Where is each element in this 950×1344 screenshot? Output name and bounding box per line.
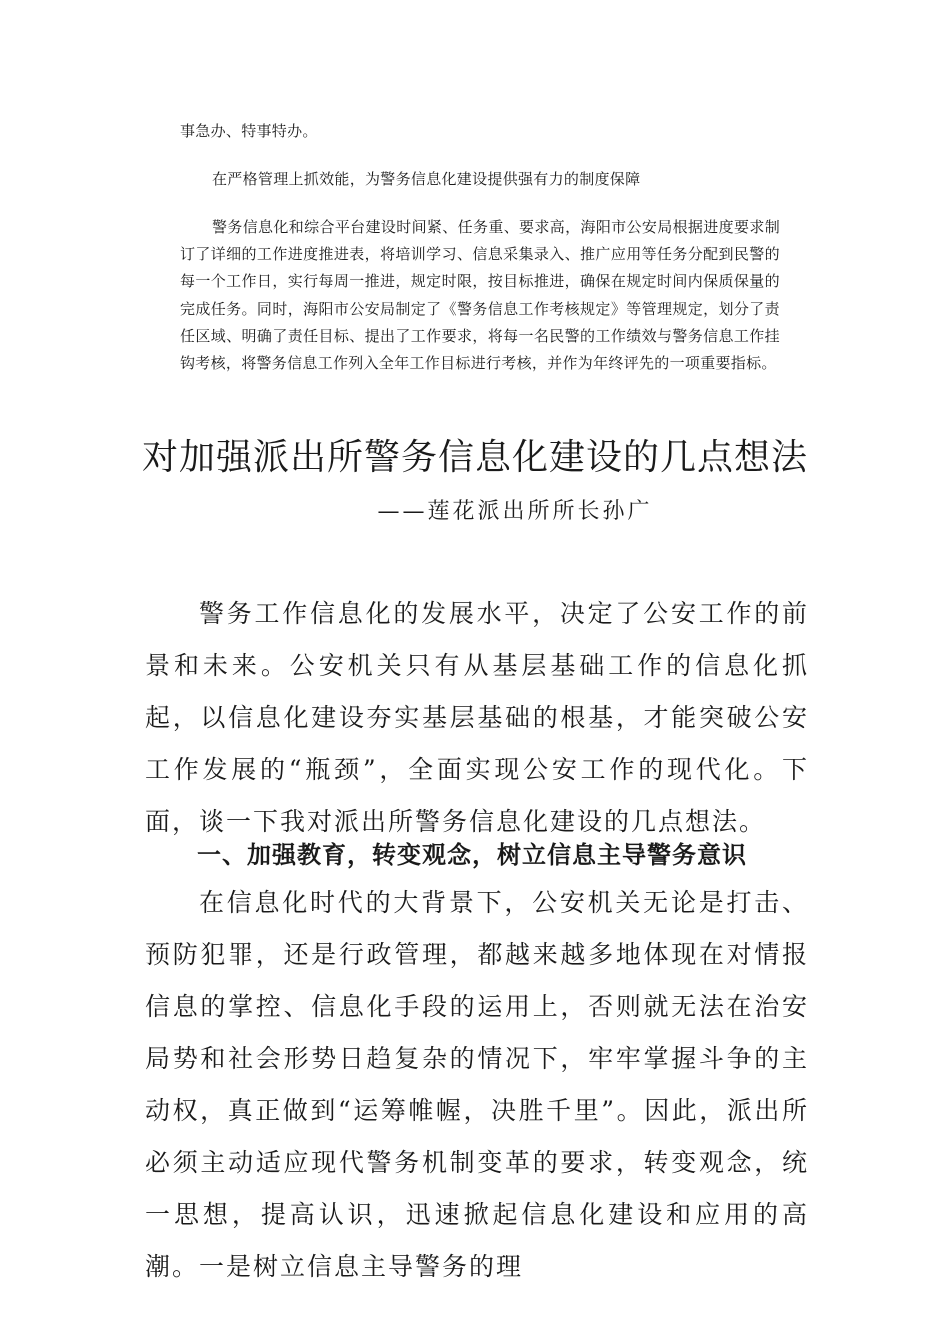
- document-title: 对加强派出所警务信息化建设的几点想法: [141, 437, 808, 478]
- continued-text-line: 事急办、特事特办。: [180, 122, 318, 140]
- body-paragraph: 在信息化时代的大背景下，公安机关无论是打击、预防犯罪，还是行政管理，都越来越多地体现在对情报信息的掌控、信息化手段的运用上，否则就无法在治安局势和社会形势日趋复杂的情况下，牢牢掌握斗争的主动权，真正做到“运筹帷幄，决胜千里”。因此，派出所必须主动适应现代警务机制变革的要求，转变观念，统一思想，提高认识，迅速掀起信息化建设和应用的高潮。一是树立信息主导警务的理: [145, 888, 809, 1281]
- upper-paragraph: 警务信息化和综合平台建设时间紧、任务重、要求高，海阳市公安局根据进度要求制订了详细的工作进度推进表，将培训学习、信息采集录入、推广应用等任务分配到民警的每一个工作日，实行每周一推进，规定时限，按目标推进，确保在规定时间内保质保量的完成任务。同时，海阳市公安局制定了《警务信息工作考核规定》等管理规定，划分了责任区域、明确了责任目标、提出了工作要求，将每一名民警的工作绩效与警务信息工作挂钩考核，将警务信息工作列入全年工作目标进行考核，并作为年终评先的一项重要指标。: [180, 218, 780, 373]
- document-subtitle: ——莲花派出所所长孙广: [377, 499, 653, 524]
- heading-one: 一、加强教育，转变观念，树立信息主导警务意识: [197, 841, 747, 869]
- intro-paragraph: 警务工作信息化的发展水平，决定了公安工作的前景和未来。公安机关只有从基层基础工作的信息化抓起，以信息化建设夯实基层基础的根基，才能突破公安工作发展的“瓶颈”，全面实现公安工作的现代化。下面，谈一下我对派出所警务信息化建设的几点想法。: [145, 599, 809, 836]
- section-heading-system: 在严格管理上抓效能，为警务信息化建设提供强有力的制度保障: [212, 170, 641, 188]
